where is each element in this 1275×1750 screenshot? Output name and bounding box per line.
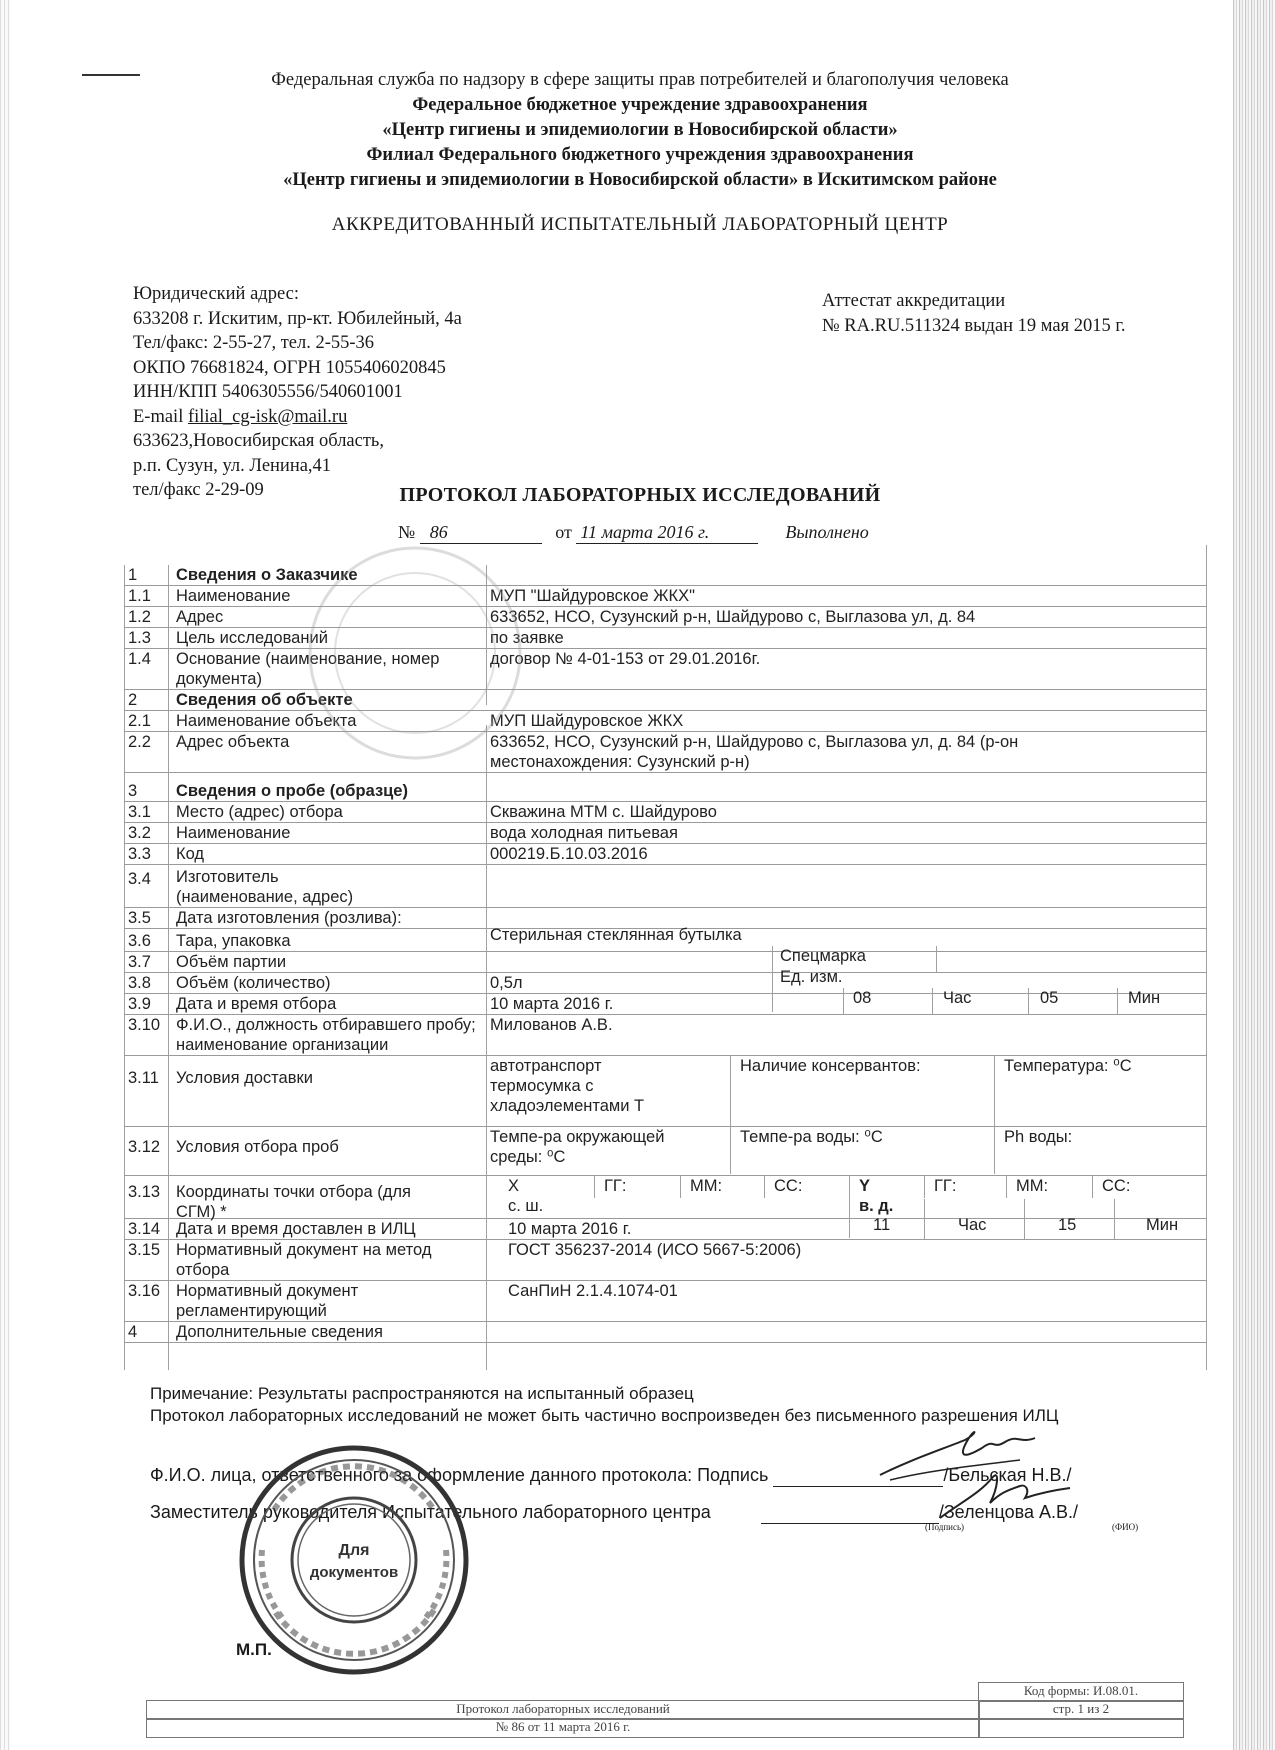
lab-center-title: АККРЕДИТОВАННЫЙ ИСПЫТАТЕЛЬНЫЙ ЛАБОРАТОРНЫЙ ЦЕНТР [331,214,949,235]
minute-label: Мин [1146,1216,1179,1234]
col-divider [1117,988,1118,1014]
temperature-label: Температура: ⁰С [1004,1057,1132,1075]
row-value: Скважина МТМ с. Шайдурово [490,803,717,821]
table-row [124,586,1206,607]
table-row [124,711,1206,732]
table-row [124,773,1206,802]
header-line-5: «Центр гигиены и эпидемиологии в Новосибирской области» в Искитимском районе [283,170,997,190]
responsible-name: /Бельская Н.В./ [943,1465,1072,1485]
footer-empty-cell [978,1718,1184,1738]
row-label: Нормативный документ регламентирующий [176,1282,359,1320]
row-number: 1.2 [128,608,151,626]
email-link[interactable]: filial_cg-isk@mail.ru [187,406,348,427]
coord-y-deg: ГГ: [934,1177,957,1195]
address-block [133,282,462,503]
col-divider [924,1199,925,1239]
row-label: Ф.И.О., должность отбиравшего пробу; наименование организации [176,1016,476,1054]
coord-y-label: Y [859,1177,871,1195]
protocol-status: Выполнено [785,522,869,542]
minute-label: Мин [1128,989,1161,1007]
water-temperature-label: Темпе-ра воды: ⁰С [740,1128,883,1146]
hour-value: 11 [873,1216,891,1234]
row-value: Стерильная стеклянная бутылка [490,926,742,944]
table-row [124,1322,1206,1343]
table-row [124,1176,1206,1219]
header-line-2: Федеральное бюджетное учреждение здравоохранения [412,95,868,115]
row-number: 3.4 [128,870,151,888]
row-number: 3.8 [128,974,151,992]
row-label: Нормативный документ на метод отбора [176,1241,432,1279]
page-counter: стр. 1 из 2 [978,1700,1184,1720]
table-row [124,690,1206,711]
row-number: 3.11 [128,1069,159,1087]
address-line-5: ИНН/КПП 5406305556/540601001 [133,382,403,402]
row-label: Дата и время отбора [176,995,337,1013]
col-divider-label [486,725,487,1370]
row-number: 1.3 [128,629,151,647]
row-number: 3.16 [128,1282,161,1300]
row-number: 2.2 [128,733,151,751]
protocol-num-label: № [398,522,416,542]
coord-y-min: ММ: [1016,1177,1049,1195]
address-line-8: р.п. Сузун, ул. Ленина,41 [133,455,332,476]
row-number: 3.9 [128,995,151,1013]
address-line-9: тел/факс 2-29-09 [133,480,264,500]
row-value: Милованов А.В. [490,1016,613,1034]
header-line-3: «Центр гигиены и эпидемиологии в Новосибирской области» [382,120,898,140]
protocol-date: 11 марта 2016 г. [576,522,758,544]
form-code: Код формы: И.08.01. [978,1682,1184,1702]
col-divider [680,1176,681,1198]
col-divider [1028,988,1029,1014]
row-number: 2.1 [128,712,151,730]
col-divider [1114,1199,1115,1239]
coord-x-label: X [508,1177,520,1195]
row-label: Условия доставки [176,1069,313,1087]
row-value: Темпе-ра окружающей среды: ⁰С [490,1128,665,1166]
row-label: Дополнительные сведения [176,1323,383,1341]
accreditation-line-1: Аттестат аккредитации [822,291,1006,311]
note-line-1: Примечание: Результаты распространяются на испытанный образец [150,1384,694,1403]
hour-label: Час [943,989,972,1007]
address-line-4: ОКПО 76681824, ОГРН 1055406020845 [133,357,446,378]
corner-dash [82,74,140,76]
table-row [124,823,1206,844]
row-value: 000219.Б.10.03.2016 [490,845,648,863]
org-header [160,68,1120,193]
row-value: 10 марта 2016 г. [508,1220,632,1238]
row-label: Основание (наименование, номер документа) [176,650,440,688]
address-line-3: Тел/факс: 2-55-27, тел. 2-55-36 [133,333,375,353]
table-row [124,628,1206,649]
signature-caption: (Подпись) [925,1522,965,1532]
row-label: Тара, упаковка [176,932,291,950]
ph-label: Ph воды: [1004,1128,1073,1146]
col-divider [1092,1176,1093,1198]
protocol-date-label: от [555,522,572,542]
row-label: Код [176,845,205,863]
address-line-7: 633623,Новосибирская область, [133,431,384,451]
table-row [124,1127,1206,1176]
table-row [124,565,1206,586]
table-row [124,1056,1206,1127]
row-number: 2 [128,691,138,709]
row-value: 633652, НСО, Сузунский р-н, Шайдурово с, Выглазова ул, д. 84 [490,608,976,626]
table-row [124,947,1206,973]
coord-x-deg: ГГ: [604,1177,627,1195]
faint-stamp-image [300,538,530,768]
row-value: договор № 4-01-153 от 29.01.2016г. [490,650,761,668]
table-row [124,989,1206,1015]
spec-mark-label: Спецмарка [780,947,866,965]
row-number: 3.6 [128,932,151,950]
row-number: 1 [128,566,138,584]
header-line-1: Федеральная служба по надзору в сфере защиты прав потребителей и благополучия человека [271,70,1009,90]
table-row [124,732,1206,773]
signature-zel-image [930,1468,1080,1528]
col-divider [764,1176,765,1198]
row-number: 3.12 [128,1138,161,1156]
hour-label: Час [958,1216,987,1234]
row-label: Объём (количество) [176,974,331,992]
deputy-name: /Зеленцова А.В./ [938,1502,1079,1522]
row-value: СанПиН 2.1.4.1074-01 [508,1282,678,1300]
row-number: 3.7 [128,953,151,971]
row-value: вода холодная питьевая [490,824,678,842]
header-line-4: Филиал Федерального бюджетного учреждения здравоохранения [366,145,914,165]
row-number: 3.13 [128,1183,161,1201]
scan-edge-right [1233,0,1275,1750]
row-number: 4 [128,1323,138,1341]
col-divider [1006,1176,1007,1198]
form-footer [146,1682,1182,1740]
preservatives-label: Наличие консервантов: [740,1057,921,1075]
row-value: 633652, НСО, Сузунский р-н, Шайдурово с, Выглазова ул, д. 84 (р-он местонахождения: Сузунский р-н) [490,733,1019,771]
table-border-right [1206,545,1207,1370]
form-name: Протокол лабораторных исследований [146,1700,980,1720]
section-title: Сведения об объекте [176,691,353,709]
protocol-title: ПРОТОКОЛ ЛАБОРАТОРНЫХ ИССЛЕДОВАНИЙ [399,484,881,506]
coord-y-sub: в. д. [859,1197,894,1215]
scan-edge-left [0,0,10,1750]
form-number: № 86 от 11 марта 2016 г. [146,1718,980,1738]
row-label: Изготовитель (наименование, адрес) [176,868,354,906]
signature-underline [761,1502,939,1524]
coord-y-sec: СС: [1102,1177,1131,1195]
accreditation-line-2: № RA.RU.511324 выдан 19 мая 2015 г. [822,316,1126,336]
protocol-number: 86 [420,522,542,544]
stamp-place-label: М.П. [236,1640,272,1659]
row-label: Дата изготовления (розлива): [176,909,402,927]
stamp-text-1: Для [338,1542,370,1559]
address-email-line [133,405,462,430]
row-number: 3 [128,782,138,800]
row-number: 3.1 [128,803,151,821]
row-label: Условия отбора проб [176,1138,339,1156]
col-divider [936,946,937,972]
col-divider [843,988,844,1014]
section-title: Сведения о Заказчике [176,566,358,584]
row-label: Объём партии [176,953,287,971]
address-line-1: Юридический адрес: [133,284,299,304]
deputy-label: Заместитель руководителя Испытательного лабораторного центра [150,1502,711,1522]
row-value: 0,5л [490,974,523,992]
responsible-label: Ф.И.О. лица, ответственного за оформление данного протокола: Подпись [150,1465,769,1485]
sample-info-table [124,565,1206,1343]
col-divider [932,988,933,1014]
minute-value: 15 [1058,1216,1077,1234]
row-number: 1.4 [128,650,151,668]
hour-value: 08 [853,989,872,1007]
row-number: 3.2 [128,824,151,842]
coord-x-sec: СС: [774,1177,803,1195]
row-number: 3.10 [128,1016,161,1034]
col-divider [1024,1199,1025,1239]
section-title: Сведения о пробе (образце) [176,782,408,800]
row-value: МУП "Шайдуровское ЖКХ" [490,587,695,605]
email-label: E-mail [133,406,188,427]
row-number: 3.5 [128,909,151,927]
row-value: автотранспорт термосумка с хладоэлементами Т [490,1057,645,1115]
table-row [124,802,1206,823]
row-label: Цель исследований [176,629,328,647]
col-divider [594,1176,595,1198]
table-row [124,1281,1206,1322]
table-row [124,1015,1206,1056]
row-value: МУП Шайдуровское ЖКХ [490,712,684,730]
address-line-2: 633208 г. Искитим, пр-кт. Юбилейный, 4а [133,308,462,329]
note-line-2: Протокол лабораторных исследований не может быть частично воспроизведен без письменного разрешения ИЛЦ [150,1406,1059,1425]
coord-x-min: ММ: [690,1177,723,1195]
row-number: 3.15 [128,1241,161,1259]
table-row [124,926,1206,952]
row-value: 10 марта 2016 г. [490,995,614,1013]
row-number: 1.1 [128,587,151,605]
minute-value: 05 [1040,989,1059,1007]
unit-label: Ед. изм. [780,968,843,986]
table-row [124,607,1206,628]
row-label: Адрес [176,608,224,626]
col-divider [924,1176,925,1198]
table-row [124,649,1206,690]
row-label: Адрес объекта [176,733,290,751]
coord-x-sub: с. ш. [508,1197,544,1215]
row-label: Дата и время доставлен в ИЛЦ [176,1220,416,1238]
row-number: 3.14 [128,1220,161,1238]
stamp-text-2: документов [309,1564,399,1581]
row-label: Место (адрес) отбора [176,803,343,821]
row-value: ГОСТ 356237-2014 (ИСО 5667-5:2006) [508,1241,802,1259]
accreditation-block [822,289,1125,339]
row-number: 3.3 [128,845,151,863]
row-label: Наименование [176,587,291,605]
row-label: Координаты точки отбора (для СГМ) * [176,1183,411,1221]
row-value: по заявке [490,629,564,647]
row-label: Наименование объекта [176,712,357,730]
table-row [124,1216,1206,1240]
row-label: Наименование [176,824,291,842]
table-row [124,844,1206,865]
table-row [124,1240,1206,1281]
table-row [124,865,1206,908]
name-caption: (ФИО) [1112,1522,1139,1532]
